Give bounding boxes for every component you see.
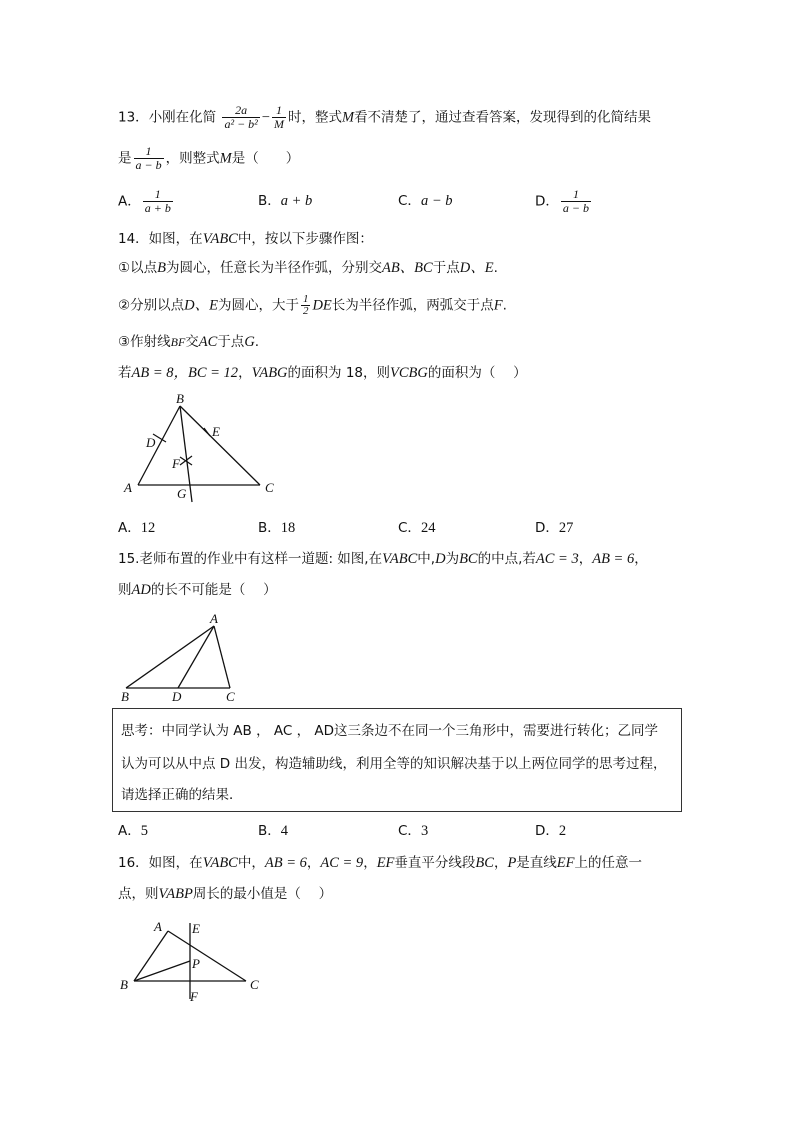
- q16-figure: [112, 915, 272, 1005]
- q14-option-c[interactable]: C．24: [398, 520, 436, 536]
- q13-fraction-2: $\frac{1}{M}$: [273, 103, 284, 131]
- q13-option-c[interactable]: C．a − b: [398, 193, 453, 209]
- q14-arc-e: [204, 428, 210, 436]
- q16-label-c: C: [250, 977, 259, 992]
- q14-step-2: ②分别以点D、E为圆心，大于 $\frac{1}{2}$ DE长为半径作弧，两弧交于点F.: [118, 293, 507, 317]
- q16-label-f: F: [190, 989, 198, 1004]
- q16-side-ab: [134, 931, 168, 981]
- q13-line1: 13．小刚在化简 $\frac{2a}{\text{a² − b²}}$ − $\frac{1}{M}$ 时，整式M看不清楚了，通过查看答案，发现得到的化简结果: [118, 103, 652, 131]
- q16-line1: 16．如图，在VABC中，AB = 6，AC = 9，EF垂直平分线段BC，P是直线EF上的任意一: [118, 855, 643, 871]
- q14-step-1: ①以点B为圆心，任意长为半径作弧，分别交AB、BC于点D、E.: [118, 260, 498, 276]
- q13-option-a[interactable]: A． $\frac{1}{a + b}$: [118, 187, 171, 215]
- q16-label-p: P: [192, 956, 200, 971]
- q14-option-b[interactable]: B．18: [258, 520, 296, 536]
- q14-label-a: A: [124, 480, 132, 495]
- q15-figure: [112, 612, 242, 704]
- q14-side-bc: [180, 406, 260, 485]
- q15-thinking-box: [112, 708, 682, 812]
- q14-condition: 若AB = 8，BC = 12，VABG的面积为 18，则VCBG的面积为（ ）: [118, 365, 527, 381]
- q16-segment-bp: [134, 961, 190, 981]
- q14-side-ab: [138, 406, 180, 485]
- q14-option-d[interactable]: D．27: [535, 520, 574, 536]
- q13-line2: 是 $\frac{1}{a - b}$ ，则整式M是（ ）: [118, 144, 300, 172]
- q13-option-d[interactable]: D． $\frac{1}{a - b}$: [535, 187, 590, 215]
- q15-median-ad: [178, 626, 214, 688]
- q14-label-d: D: [146, 435, 156, 450]
- q15-side-ac: [214, 626, 230, 688]
- q15-label-b: B: [121, 689, 129, 704]
- q16-label-e: E: [192, 921, 200, 936]
- q16-side-ac: [168, 931, 246, 981]
- q16-line2: 点，则VABP周长的最小值是（ ）: [118, 886, 333, 902]
- q14-line1: 14．如图，在VABC中，按以下步骤作图：: [118, 231, 373, 247]
- q15-line1: 15.老师布置的作业中有这样一道题: 如图,在VABC中,D为BC的中点,若AC = 3，AB = 6，: [118, 551, 648, 567]
- q14-label-f: F: [172, 456, 180, 471]
- q15-option-a[interactable]: A．5: [118, 823, 148, 839]
- q15-option-c[interactable]: C．3: [398, 823, 429, 839]
- q13-number: 13．: [118, 109, 149, 126]
- q14-label-c: C: [265, 480, 274, 495]
- q16-label-a: A: [154, 919, 162, 934]
- q15-option-d[interactable]: D．2: [535, 823, 567, 839]
- q15-option-b[interactable]: B．4: [258, 823, 289, 839]
- q15-label-d: D: [172, 689, 182, 704]
- q13-option-b[interactable]: B．a + b: [258, 193, 313, 209]
- q15-side-ab: [126, 626, 214, 688]
- q15-box-line-2: 认为可以从中点 D 出发，构造辅助线，利用全等的知识解决基于以上两位同学的思考过程，: [121, 756, 667, 772]
- q13-fraction-1: $\frac{2a}{\text{a² − b²}}$: [224, 103, 258, 131]
- q14-option-a[interactable]: A．12: [118, 520, 156, 536]
- q15-label-a: A: [210, 612, 218, 626]
- q14-label-b: B: [176, 391, 184, 406]
- q15-line2: 则AD的长不可能是（ ）: [118, 582, 277, 598]
- q15-box-line-3: 请选择正确的结果．: [121, 787, 243, 803]
- q14-figure: [110, 390, 290, 505]
- q14-label-g: G: [177, 486, 187, 501]
- q16-label-b: B: [120, 977, 128, 992]
- q13-result-fraction: $\frac{1}{a - b}$: [135, 144, 162, 172]
- q15-box-line-1: 思考：中同学认为 AB ， AC ， AD这三条边不在同一个三角形中，需要进行转化；乙同学: [121, 723, 659, 739]
- q15-label-c: C: [226, 689, 235, 704]
- q14-label-e: E: [212, 424, 220, 439]
- q14-step-3: ③作射线BF交AC于点G.: [118, 334, 260, 350]
- q14-half-fraction: $\frac{1}{2}$: [302, 293, 309, 317]
